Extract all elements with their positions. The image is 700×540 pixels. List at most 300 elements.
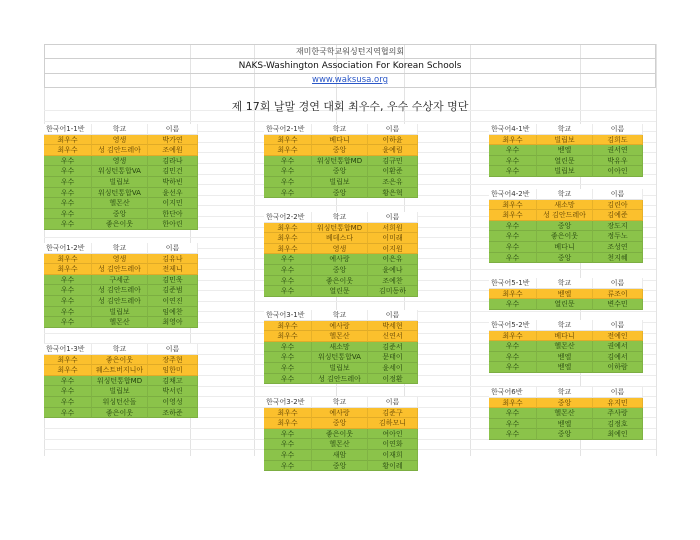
award-cell: 우수	[489, 231, 537, 242]
table-row	[264, 363, 418, 374]
table-row	[44, 177, 198, 188]
name-column-header: 이름	[148, 344, 198, 355]
student-name-cell: 조예원	[148, 145, 198, 156]
table-row	[489, 210, 643, 221]
name-column-header: 이름	[593, 124, 643, 135]
school-cell: 빌립보	[537, 135, 593, 146]
class-table-k2-2	[264, 212, 418, 297]
award-cell: 우수	[44, 209, 92, 220]
award-cell: 우수	[264, 342, 312, 353]
school-cell: 중앙	[312, 265, 368, 276]
award-cell: 최우수	[264, 418, 312, 429]
table-row	[264, 166, 418, 177]
table-row	[44, 135, 198, 146]
school-cell: 좋은이웃	[92, 355, 148, 366]
school-column-header: 학교	[312, 310, 368, 321]
student-name-cell: 이정환	[368, 374, 418, 385]
class-label: 한국어3-1반	[264, 310, 312, 321]
school-cell: 워싱턴통합MD	[312, 156, 368, 167]
class-label: 한국어5-1반	[489, 278, 537, 289]
table-row	[489, 289, 643, 300]
class-label: 한국어1-2반	[44, 243, 92, 254]
award-cell: 우수	[264, 352, 312, 363]
school-column-header: 학교	[312, 212, 368, 223]
school-cell: 중앙	[312, 418, 368, 429]
school-cell: 중앙	[312, 145, 368, 156]
student-name-cell: 이하람	[593, 362, 643, 373]
table-row	[44, 275, 198, 286]
student-name-cell: 이연진	[148, 296, 198, 307]
student-name-cell: 이은유	[368, 254, 418, 265]
table-header-row	[489, 124, 643, 135]
name-column-header: 이름	[368, 310, 418, 321]
table-row	[264, 408, 418, 419]
student-name-cell: 천지혜	[593, 253, 643, 264]
table-header-row	[264, 397, 418, 408]
student-name-cell: 박세현	[368, 321, 418, 332]
table-header-row	[44, 124, 198, 135]
student-name-cell: 이지원	[368, 244, 418, 255]
school-cell: 워싱턴산돌	[92, 397, 148, 408]
award-cell: 최우수	[44, 135, 92, 146]
student-name-cell: 한단아	[148, 209, 198, 220]
award-cell: 우수	[44, 285, 92, 296]
name-column-header: 이름	[593, 387, 643, 398]
school-cell: 워싱턴통합VA	[92, 188, 148, 199]
student-name-cell: 최영아	[148, 317, 198, 328]
table-row	[44, 285, 198, 296]
school-cell: 헬몬산	[537, 408, 593, 419]
award-cell: 우수	[44, 177, 92, 188]
award-cell: 우수	[44, 408, 92, 419]
award-cell: 최우수	[264, 408, 312, 419]
table-header-row	[264, 212, 418, 223]
class-table-k3-2	[264, 397, 418, 471]
table-row	[264, 177, 418, 188]
award-cell: 최우수	[489, 289, 537, 300]
school-cell: 영생	[92, 254, 148, 265]
award-cell: 최우수	[44, 355, 92, 366]
school-cell: 베데스다	[312, 233, 368, 244]
page-title: 제 17회 날말 경연 대회 최우수, 우수 수상자 명단	[231, 100, 469, 113]
school-cell: 중앙	[537, 221, 593, 232]
class-table-k3-1	[264, 310, 418, 384]
award-cell: 최우수	[489, 135, 537, 146]
student-name-cell: 김예준	[593, 210, 643, 221]
class-label: 한국어1-3반	[44, 344, 92, 355]
table-row	[44, 254, 198, 265]
award-cell: 최우수	[44, 254, 92, 265]
school-column-header: 학교	[537, 124, 593, 135]
award-cell: 우수	[264, 429, 312, 440]
award-cell: 우수	[44, 166, 92, 177]
student-name-cell: 김민건	[148, 166, 198, 177]
student-name-cell: 김준서	[368, 342, 418, 353]
award-cell: 우수	[264, 450, 312, 461]
school-cell: 성 김안드레아	[92, 296, 148, 307]
name-column-header: 이름	[368, 124, 418, 135]
table-row	[264, 342, 418, 353]
award-cell: 우수	[264, 276, 312, 287]
school-column-header: 학교	[92, 344, 148, 355]
school-column-header: 학교	[92, 124, 148, 135]
award-cell: 우수	[489, 253, 537, 264]
school-cell: 워싱턴통합VA	[312, 352, 368, 363]
award-cell: 우수	[264, 461, 312, 472]
student-name-cell: 장도지	[593, 221, 643, 232]
award-cell: 우수	[44, 219, 92, 230]
award-cell: 최우수	[44, 145, 92, 156]
table-row	[44, 376, 198, 387]
association-header	[44, 44, 656, 88]
class-label: 한국어5-2반	[489, 320, 537, 331]
name-column-header: 이름	[368, 212, 418, 223]
award-cell: 우수	[489, 362, 537, 373]
award-cell: 최우수	[264, 244, 312, 255]
school-cell: 헬몬산	[92, 317, 148, 328]
table-row	[264, 461, 418, 472]
award-cell: 최우수	[489, 398, 537, 409]
student-name-cell: 이지민	[148, 198, 198, 209]
table-row	[264, 156, 418, 167]
student-name-cell: 최예인	[593, 429, 643, 440]
award-cell: 우수	[489, 145, 537, 156]
award-cell: 우수	[44, 198, 92, 209]
award-cell: 우수	[489, 166, 537, 177]
school-cell: 성 김안드레아	[537, 210, 593, 221]
class-table-k4-1	[489, 124, 643, 177]
student-name-cell: 한아린	[148, 219, 198, 230]
student-name-cell: 이아인	[593, 166, 643, 177]
table-row	[44, 166, 198, 177]
student-name-cell: 박서린	[148, 386, 198, 397]
school-cell: 성 김안드레아	[92, 264, 148, 275]
table-row	[264, 223, 418, 234]
award-cell: 최우수	[44, 264, 92, 275]
school-column-header: 학교	[312, 397, 368, 408]
table-header-row	[489, 189, 643, 200]
student-name-cell: 류조이	[593, 289, 643, 300]
school-cell: 중앙	[312, 188, 368, 199]
class-table-k6	[489, 387, 643, 440]
school-cell: 열린문	[312, 286, 368, 297]
student-name-cell: 권서연	[593, 145, 643, 156]
school-cell: 중앙	[312, 461, 368, 472]
class-label: 한국어4-2반	[489, 189, 537, 200]
table-row	[264, 276, 418, 287]
table-row	[44, 296, 198, 307]
school-cell: 중앙	[537, 429, 593, 440]
table-row	[489, 253, 643, 264]
table-header-row	[44, 243, 198, 254]
name-column-header: 이름	[593, 278, 643, 289]
table-header-row	[44, 344, 198, 355]
award-cell: 우수	[44, 307, 92, 318]
award-cell: 우수	[489, 408, 537, 419]
award-cell: 우수	[264, 374, 312, 385]
school-cell: 좋은이웃	[537, 231, 593, 242]
award-cell: 최우수	[489, 200, 537, 211]
table-row	[264, 233, 418, 244]
table-row	[44, 408, 198, 419]
school-cell: 예사랑	[312, 254, 368, 265]
table-row	[264, 374, 418, 385]
school-cell: 새암	[312, 450, 368, 461]
table-row	[264, 265, 418, 276]
student-name-cell: 임한미	[148, 365, 198, 376]
student-name-cell: 이하윤	[368, 135, 418, 146]
award-cell: 우수	[264, 166, 312, 177]
class-table-k2-1	[264, 124, 418, 198]
name-column-header: 이름	[368, 397, 418, 408]
class-label: 한국어2-2반	[264, 212, 312, 223]
class-table-k1-2	[44, 243, 198, 328]
association-english-name: NAKS-Washington Association For Korean Schools	[44, 58, 656, 73]
student-name-cell: 박가연	[148, 135, 198, 146]
table-row	[44, 307, 198, 318]
table-row	[44, 397, 198, 408]
school-cell: 워싱턴통합MD	[92, 376, 148, 387]
award-cell: 우수	[264, 363, 312, 374]
award-cell: 우수	[489, 419, 537, 430]
table-row	[44, 219, 198, 230]
table-row	[264, 450, 418, 461]
school-cell: 베다니	[537, 242, 593, 253]
student-name-cell: 전예인	[593, 331, 643, 342]
student-name-cell: 장주현	[148, 355, 198, 366]
student-name-cell: 정두노	[593, 231, 643, 242]
award-cell: 우수	[489, 299, 537, 310]
school-cell: 빌립보	[312, 177, 368, 188]
award-cell: 최우수	[264, 135, 312, 146]
student-name-cell: 김준구	[368, 408, 418, 419]
school-cell: 성 김안드레아	[92, 285, 148, 296]
award-cell: 우수	[489, 242, 537, 253]
table-row	[489, 231, 643, 242]
table-row	[489, 331, 643, 342]
table-header-row	[489, 320, 643, 331]
award-cell: 최우수	[264, 223, 312, 234]
school-cell: 헬몬산	[537, 341, 593, 352]
student-name-cell: 황이레	[368, 461, 418, 472]
school-cell: 열린문	[537, 156, 593, 167]
table-header-row	[264, 310, 418, 321]
table-row	[489, 135, 643, 146]
table-row	[489, 408, 643, 419]
award-cell: 우수	[44, 296, 92, 307]
table-row	[489, 352, 643, 363]
table-row	[44, 188, 198, 199]
award-cell: 우수	[264, 439, 312, 450]
school-cell: 빌립보	[537, 166, 593, 177]
student-name-cell: 서희원	[368, 223, 418, 234]
school-cell: 좋은이웃	[312, 276, 368, 287]
school-cell: 빌립보	[92, 177, 148, 188]
school-cell: 벧엘	[537, 145, 593, 156]
name-column-header: 이름	[148, 124, 198, 135]
school-cell: 베다니	[537, 331, 593, 342]
student-name-cell: 이연화	[368, 439, 418, 450]
award-cell: 최우수	[264, 321, 312, 332]
table-row	[264, 244, 418, 255]
table-row	[489, 362, 643, 373]
table-row	[264, 429, 418, 440]
class-label: 한국어3-2반	[264, 397, 312, 408]
student-name-cell: 김정호	[593, 419, 643, 430]
award-cell: 우수	[44, 397, 92, 408]
table-row	[264, 135, 418, 146]
student-name-cell: 김예서	[593, 352, 643, 363]
school-cell: 빌립보	[312, 363, 368, 374]
award-cell: 우수	[489, 156, 537, 167]
table-header-row	[264, 124, 418, 135]
school-cell: 중앙	[537, 398, 593, 409]
student-name-cell: 조하준	[148, 408, 198, 419]
table-row	[264, 145, 418, 156]
award-cell: 우수	[44, 275, 92, 286]
school-cell: 좋은이웃	[92, 408, 148, 419]
student-name-cell: 윤예나	[368, 265, 418, 276]
school-cell: 벧엘	[537, 362, 593, 373]
award-cell: 우수	[44, 156, 92, 167]
class-table-k1-1	[44, 124, 198, 230]
table-row	[264, 188, 418, 199]
student-name-cell: 김린아	[593, 200, 643, 211]
table-row	[44, 198, 198, 209]
school-column-header: 학교	[537, 320, 593, 331]
school-cell: 영생	[312, 244, 368, 255]
student-name-cell: 황은혁	[368, 188, 418, 199]
student-name-cell: 전제니	[148, 264, 198, 275]
association-korean-name: 재미한국학교워싱턴지역협의회	[44, 44, 656, 58]
school-column-header: 학교	[312, 124, 368, 135]
grid-row-line	[44, 121, 656, 122]
school-cell: 좋은이웃	[312, 429, 368, 440]
school-cell: 새소망	[312, 342, 368, 353]
school-cell: 성 김안드레아	[312, 374, 368, 385]
table-row	[489, 341, 643, 352]
name-column-header: 이름	[593, 320, 643, 331]
class-label: 한국어1-1반	[44, 124, 92, 135]
award-cell: 우수	[264, 254, 312, 265]
school-column-header: 학교	[537, 278, 593, 289]
student-name-cell: 임예찬	[148, 307, 198, 318]
school-cell: 워싱턴통합MD	[312, 223, 368, 234]
award-cell: 우수	[44, 376, 92, 387]
school-column-header: 학교	[92, 243, 148, 254]
school-cell: 중앙	[312, 166, 368, 177]
award-cell: 우수	[489, 221, 537, 232]
table-row	[264, 439, 418, 450]
award-cell: 최우수	[489, 331, 537, 342]
student-name-cell: 이미래	[368, 233, 418, 244]
student-name-cell: 김미동하	[368, 286, 418, 297]
table-row	[489, 166, 643, 177]
student-name-cell: 김준범	[148, 285, 198, 296]
award-cell: 우수	[264, 286, 312, 297]
student-name-cell: 김민욱	[148, 275, 198, 286]
award-cell: 최우수	[489, 210, 537, 221]
school-cell: 좋은이웃	[92, 219, 148, 230]
table-row	[44, 355, 198, 366]
class-label: 한국어2-1반	[264, 124, 312, 135]
student-name-cell: 주사랑	[593, 408, 643, 419]
award-cell: 우수	[44, 317, 92, 328]
student-name-cell: 이재희	[368, 450, 418, 461]
table-row	[489, 242, 643, 253]
school-cell: 헬몬산	[92, 198, 148, 209]
table-row	[489, 429, 643, 440]
school-cell: 중앙	[537, 253, 593, 264]
student-name-cell: 윤선우	[148, 188, 198, 199]
student-name-cell: 김희도	[593, 135, 643, 146]
student-name-cell: 권예서	[593, 341, 643, 352]
award-cell: 우수	[44, 386, 92, 397]
school-cell: 베다니	[312, 135, 368, 146]
class-table-k5-2	[489, 320, 643, 373]
award-cell: 우수	[489, 352, 537, 363]
table-row	[264, 254, 418, 265]
association-website-link[interactable]: www.waksusa.org	[44, 73, 656, 88]
table-row	[264, 321, 418, 332]
school-cell: 벧엘	[537, 419, 593, 430]
table-row	[44, 209, 198, 220]
school-cell: 웨스트버지니아	[92, 365, 148, 376]
award-cell: 최우수	[264, 233, 312, 244]
award-cell: 우수	[264, 265, 312, 276]
student-name-cell: 유지민	[593, 398, 643, 409]
student-name-cell: 윤세이	[368, 363, 418, 374]
school-cell: 중앙	[92, 209, 148, 220]
table-row	[264, 331, 418, 342]
school-cell: 영생	[92, 135, 148, 146]
student-name-cell: 김유나	[148, 254, 198, 265]
school-cell: 새소망	[537, 200, 593, 211]
school-cell: 예사랑	[312, 321, 368, 332]
table-row	[489, 156, 643, 167]
student-name-cell: 문태이	[368, 352, 418, 363]
name-column-header: 이름	[148, 243, 198, 254]
school-cell: 빌립보	[92, 307, 148, 318]
award-cell: 최우수	[44, 365, 92, 376]
school-cell: 구세군	[92, 275, 148, 286]
class-label: 한국어4-1반	[489, 124, 537, 135]
school-cell: 영생	[92, 156, 148, 167]
award-cell: 우수	[264, 177, 312, 188]
table-row	[264, 352, 418, 363]
award-cell: 우수	[489, 429, 537, 440]
student-name-cell: 박하빈	[148, 177, 198, 188]
table-row	[264, 418, 418, 429]
student-name-cell: 김채고	[148, 376, 198, 387]
table-row	[264, 286, 418, 297]
school-column-header: 학교	[537, 387, 593, 398]
school-cell: 벧엘	[537, 352, 593, 363]
student-name-cell: 조성연	[593, 242, 643, 253]
student-name-cell: 윤예림	[368, 145, 418, 156]
table-row	[44, 386, 198, 397]
student-name-cell: 이환준	[368, 166, 418, 177]
student-name-cell: 김규민	[368, 156, 418, 167]
school-cell: 성 김안드레아	[92, 145, 148, 156]
school-cell: 빌립보	[92, 386, 148, 397]
table-row	[44, 264, 198, 275]
table-header-row	[489, 387, 643, 398]
table-row	[489, 221, 643, 232]
school-cell: 워싱턴통합VA	[92, 166, 148, 177]
class-table-k1-3	[44, 344, 198, 418]
table-row	[44, 145, 198, 156]
